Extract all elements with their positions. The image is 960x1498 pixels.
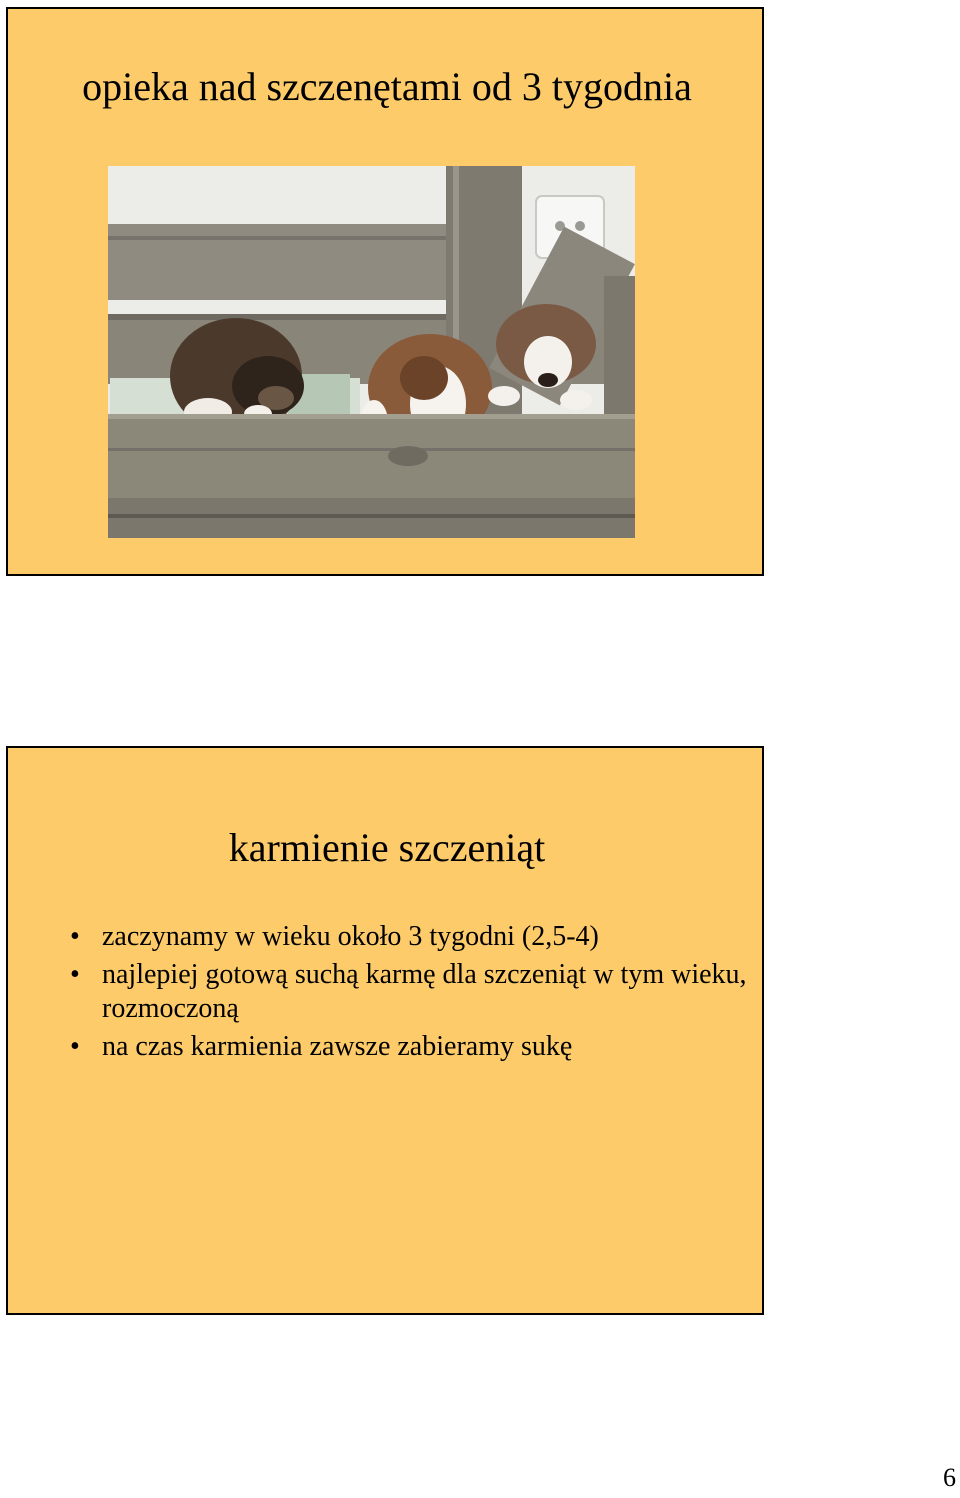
bullet-item <box>68 920 748 954</box>
bullet-marker: • <box>70 1031 80 1062</box>
puppies-photo-drawing <box>108 166 635 538</box>
bullet-text: najlepiej gotową suchą karmę dla szczeniąt w tym wieku, rozmoczoną <box>102 959 747 1024</box>
slide-1 <box>6 7 764 576</box>
page-number: 6 <box>943 1463 956 1492</box>
puppies-photo <box>108 166 635 538</box>
bullet-text: zaczynamy w wieku około 3 tygodni (2,5-4) <box>102 921 599 952</box>
bullet-text: na czas karmienia zawsze zabieramy sukę <box>102 1031 573 1062</box>
bullet-marker: • <box>70 959 80 990</box>
slide-2-title: karmienie szczeniąt <box>228 825 546 870</box>
slide-1-title: opieka nad szczenętami od 3 tygodnia <box>82 64 692 109</box>
bullet-list <box>68 920 748 1068</box>
bullet-item <box>68 958 748 1026</box>
bullet-item <box>68 1030 748 1064</box>
slide-2 <box>6 746 764 1315</box>
bullet-marker: • <box>70 921 80 952</box>
